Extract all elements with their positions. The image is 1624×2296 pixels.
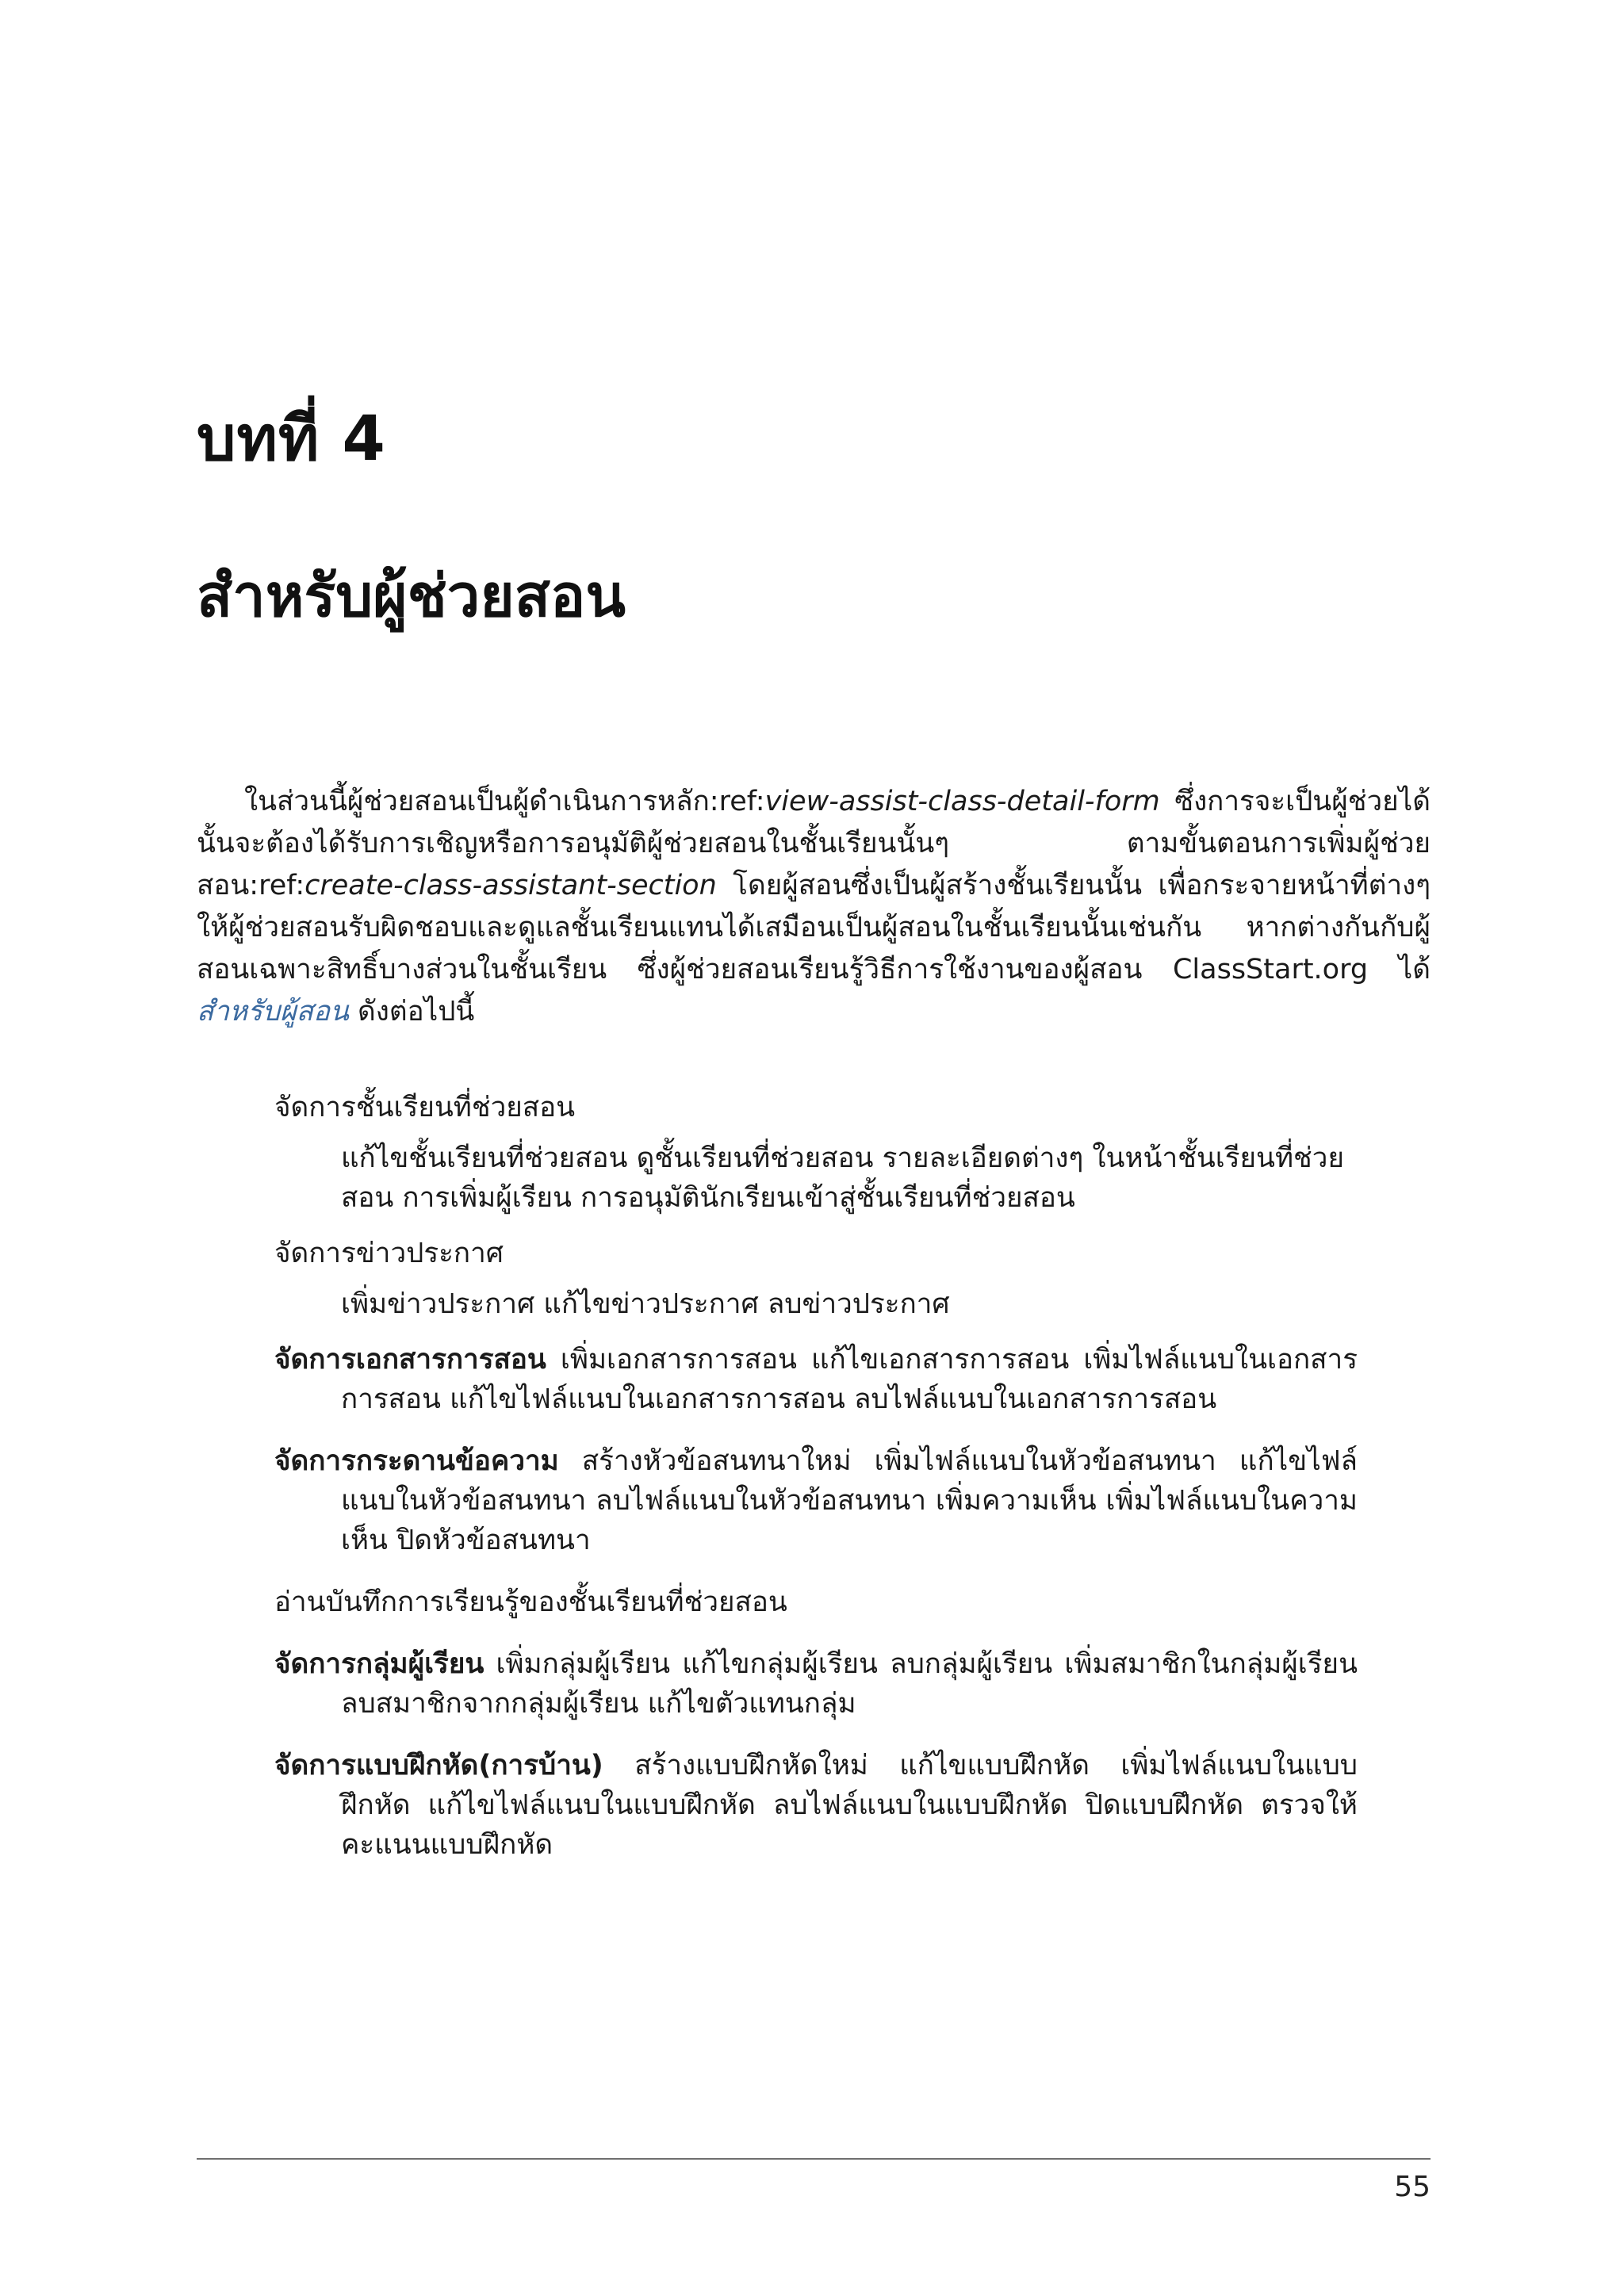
page-number: 55 bbox=[1394, 2171, 1431, 2203]
definition-manage-documents: เพิ่มเอกสารการสอน แก้ไขเอกสารการสอน เพิ่มไฟล์แนบในเอกสารการสอน แก้ไขไฟล์แนบในเอกสารการสอน ลบไฟล์แนบในเอกสารการสอน bbox=[341, 1344, 1358, 1415]
term-manage-message-board: จัดการกระดานข้อความ bbox=[274, 1445, 559, 1477]
list-item bbox=[274, 1644, 1358, 1724]
list-item bbox=[274, 1441, 1358, 1560]
intro-paragraph bbox=[197, 781, 1431, 1033]
chapter-title: สำหรับผู้ช่วยสอน bbox=[197, 562, 626, 630]
role-ref-create-class-assistant-section: create-class-assistant-section bbox=[304, 870, 717, 901]
list-item bbox=[274, 1746, 1358, 1865]
list-item bbox=[274, 1340, 1358, 1419]
list-item bbox=[274, 1582, 1358, 1622]
term-read-learning-journal: อ่านบันทึกการเรียนรู้ของชั้นเรียนที่ช่วยสอน bbox=[274, 1586, 787, 1618]
term-manage-announcements: จัดการข่าวประกาศ bbox=[274, 1238, 504, 1269]
definition-manage-announcements: เพิ่มข่าวประกาศ แก้ไขข่าวประกาศ ลบข่าวประกาศ bbox=[341, 1288, 950, 1320]
feature-list bbox=[274, 1088, 1358, 1887]
list-item bbox=[274, 1088, 1358, 1218]
intro-text: โดยผู้สอนซึ่งเป็นผู้สร้างชั้นเรียนนั้น เพื่อกระจายหน้าที่ต่างๆให้ผู้ช่วยสอนรับผิดชอบและดูแลชั้นเรียนแทนได้เสมือนเป็นผู้สอนในชั้นเรียนนั้นเช่นกัน หากต่างกันกับผู้สอนเฉพาะสิทธิ์บางส่วนในชั้นเรียน ซึ่งผู้ช่วยสอนเรียนรู้วิธีการใช้งานของผู้สอน ClassStart.org ได้ bbox=[197, 870, 1431, 985]
role-ref-view-assist-class-detail-form: view-assist-class-detail-form bbox=[764, 786, 1160, 817]
intro-text: ดังต่อไปนี้ bbox=[348, 996, 475, 1027]
term-manage-classes: จัดการชั้นเรียนที่ช่วยสอน bbox=[274, 1092, 576, 1123]
term-manage-exercises: จัดการแบบฝึกหัด(การบ้าน) bbox=[274, 1750, 603, 1781]
list-item bbox=[274, 1234, 1358, 1324]
intro-text: ในส่วนนี้ผู้ช่วยสอนเป็นผู้ดำเนินการหลัก:ref: bbox=[244, 786, 765, 817]
intro-text: ซึ่งการจะเป็นผู้ช่วยได้นั้นจะต้องได้รับการเชิญหรือการอนุมัติผู้ช่วยสอนในชั้นเรียนนั้นๆ ตามขั้นตอนการเพิ่มผู้ช่วยสอน:ref: bbox=[197, 786, 1431, 901]
term-manage-groups: จัดการกลุ่มผู้เรียน bbox=[274, 1648, 485, 1680]
definition-manage-exercises: สร้างแบบฝึกหัดใหม่ แก้ไขแบบฝึกหัด เพิ่มไฟล์แนบในแบบฝึกหัด แก้ไขไฟล์แนบในแบบฝึกหัด ลบไฟล์แนบในแบบฝึกหัด ปิดแบบฝึกหัด ตรวจให้คะแนนแบบฝึกหัด bbox=[341, 1750, 1358, 1861]
chapter-label: บทที่ 4 bbox=[197, 404, 386, 475]
definition-manage-groups: เพิ่มกลุ่มผู้เรียน แก้ไขกลุ่มผู้เรียน ลบกลุ่มผู้เรียน เพิ่มสมาชิกในกลุ่มผู้เรียน ลบสมาชิกจากกลุ่มผู้เรียน แก้ไขตัวแทนกลุ่ม bbox=[341, 1648, 1358, 1720]
definition-manage-message-board: สร้างหัวข้อสนทนาใหม่ เพิ่มไฟล์แนบในหัวข้อสนทนา แก้ไขไฟล์แนบในหัวข้อสนทนา ลบไฟล์แนบในหัวข้อสนทนา เพิ่มความเห็น เพิ่มไฟล์แนบในความเห็น ปิดหัวข้อสนทนา bbox=[341, 1445, 1358, 1556]
footer-rule bbox=[197, 2158, 1431, 2160]
term-manage-documents: จัดการเอกสารการสอน bbox=[274, 1344, 546, 1376]
for-teachers-link[interactable]: สำหรับผู้สอน bbox=[197, 996, 349, 1027]
definition-manage-classes: แก้ไขชั้นเรียนที่ช่วยสอน ดูชั้นเรียนที่ช่วยสอน รายละเอียดต่างๆ ในหน้าชั้นเรียนที่ช่วยสอน การเพิ่มผู้เรียน การอนุมัตินักเรียนเข้าสู่ชั้นเรียนที่ช่วยสอน bbox=[341, 1142, 1344, 1214]
